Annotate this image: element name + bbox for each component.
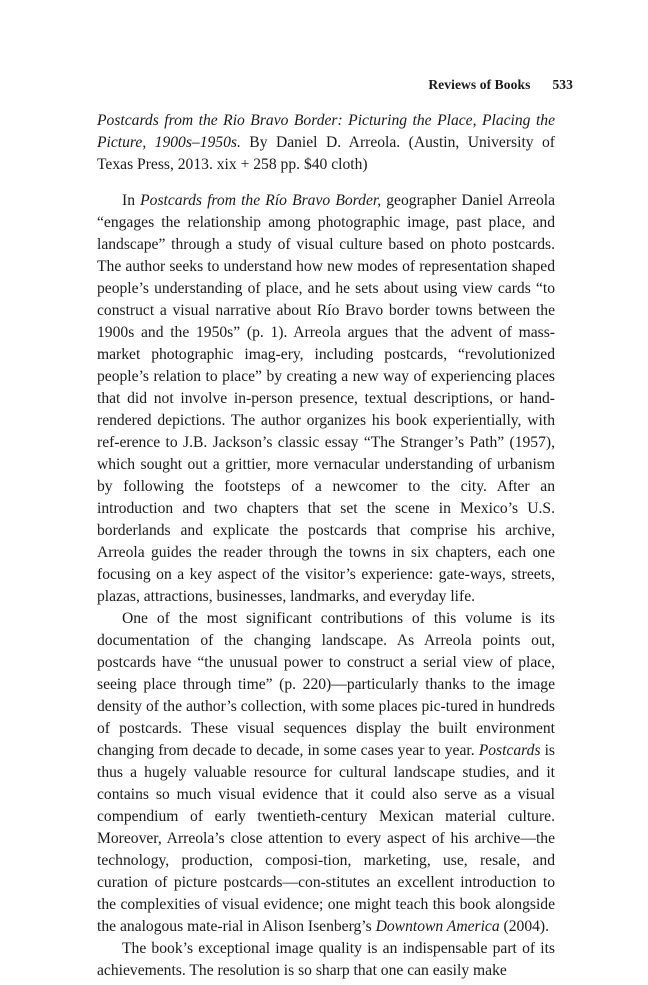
journal-section-title: Reviews of Books bbox=[428, 77, 531, 92]
paragraph-2-cited-title: Downtown America bbox=[375, 918, 500, 935]
paragraph-2-text-b: is thus a hugely valuable resource for cultural landscape studies, and it contains so much visual evidence that it could also serve as a visual compendium of early twentieth-century Mexican material culture. Moreover, Arreola’s close attention to every aspect of his archive—the technology, production, composi-tion, marketing, use, resale, and curation of picture postcards—con-stitutes an excellent introduction to the complexities of visual evidence; one might teach this book alongside the analogous mate-rial in Alison Isenberg’s bbox=[97, 742, 555, 935]
paragraph-2-title: Postcards bbox=[478, 742, 541, 759]
review-body bbox=[97, 110, 555, 982]
running-header bbox=[428, 77, 573, 93]
book-citation bbox=[97, 110, 555, 176]
paragraph-1-title: Postcards from the Río Bravo Border, bbox=[140, 192, 382, 209]
citation-details: By Daniel D. Arreola. (Austin, University of Texas Press, 2013. xix + 258 pp. $40 cloth) bbox=[97, 134, 556, 173]
paragraph-2-text-c: (2004). bbox=[499, 918, 550, 935]
book-title: Postcards from the Rio Bravo Border: Picturing the Place, Placing the Picture, 1900s–1950s. bbox=[97, 112, 555, 151]
paragraph-2 bbox=[97, 608, 555, 938]
paragraph-1-lead: In bbox=[122, 192, 141, 209]
page-number: 533 bbox=[552, 77, 573, 92]
paragraph-3: The book’s exceptional image quality is an indispensable part of its achievements. The resolution is so sharp that one can easily make bbox=[97, 940, 555, 979]
paragraph-1 bbox=[97, 190, 555, 608]
paragraph-2-text-a: One of the most significant contributions of this volume is its documentation of the changing landscape. As Arreola points out, postcards have “the unusual power to construct a serial view of place, seeing place through time” (p. 220)—particularly thanks to the image density of the author’s collection, with some places pic-tured in hundreds of postcards. These visual sequences display the built environment changing from decade to decade, in some cases year to year. bbox=[97, 610, 555, 759]
paragraph-1-text: geographer Daniel Arreola “engages the relationship among photographic image, past place, and landscape” through a study of visual culture based on photo postcards. The author seeks to understand how new modes of representation shaped people’s understanding of place, and he sets about using view cards “to construct a visual narrative about Río Bravo border towns between the 1900s and the 1950s” (p. 1). Arreola argues that the advent of mass-market photographic imag-ery, including postcards, “revolutionized people’s relation to place” by creating a new way of experiencing places that did not involve in-person presence, textual descriptions, or hand-rendered depictions. The author organizes his book experientially, with ref-erence to J.B. Jackson’s classic essay “The Stranger’s Path” (1957), which sought out a grittier, more vernacular understanding of urbanism by following the footsteps of a newcomer to the city. After an introduction and two chapters that set the scene in Mexico’s U.S. borderlands and explicate the postcards that comprise his archive, Arreola guides the reader through the towns in six chapters, each one focusing on a key aspect of the visitor’s experience: gate-ways, streets, plazas, attractions, businesses, landmarks, and everyday life. bbox=[97, 192, 555, 605]
